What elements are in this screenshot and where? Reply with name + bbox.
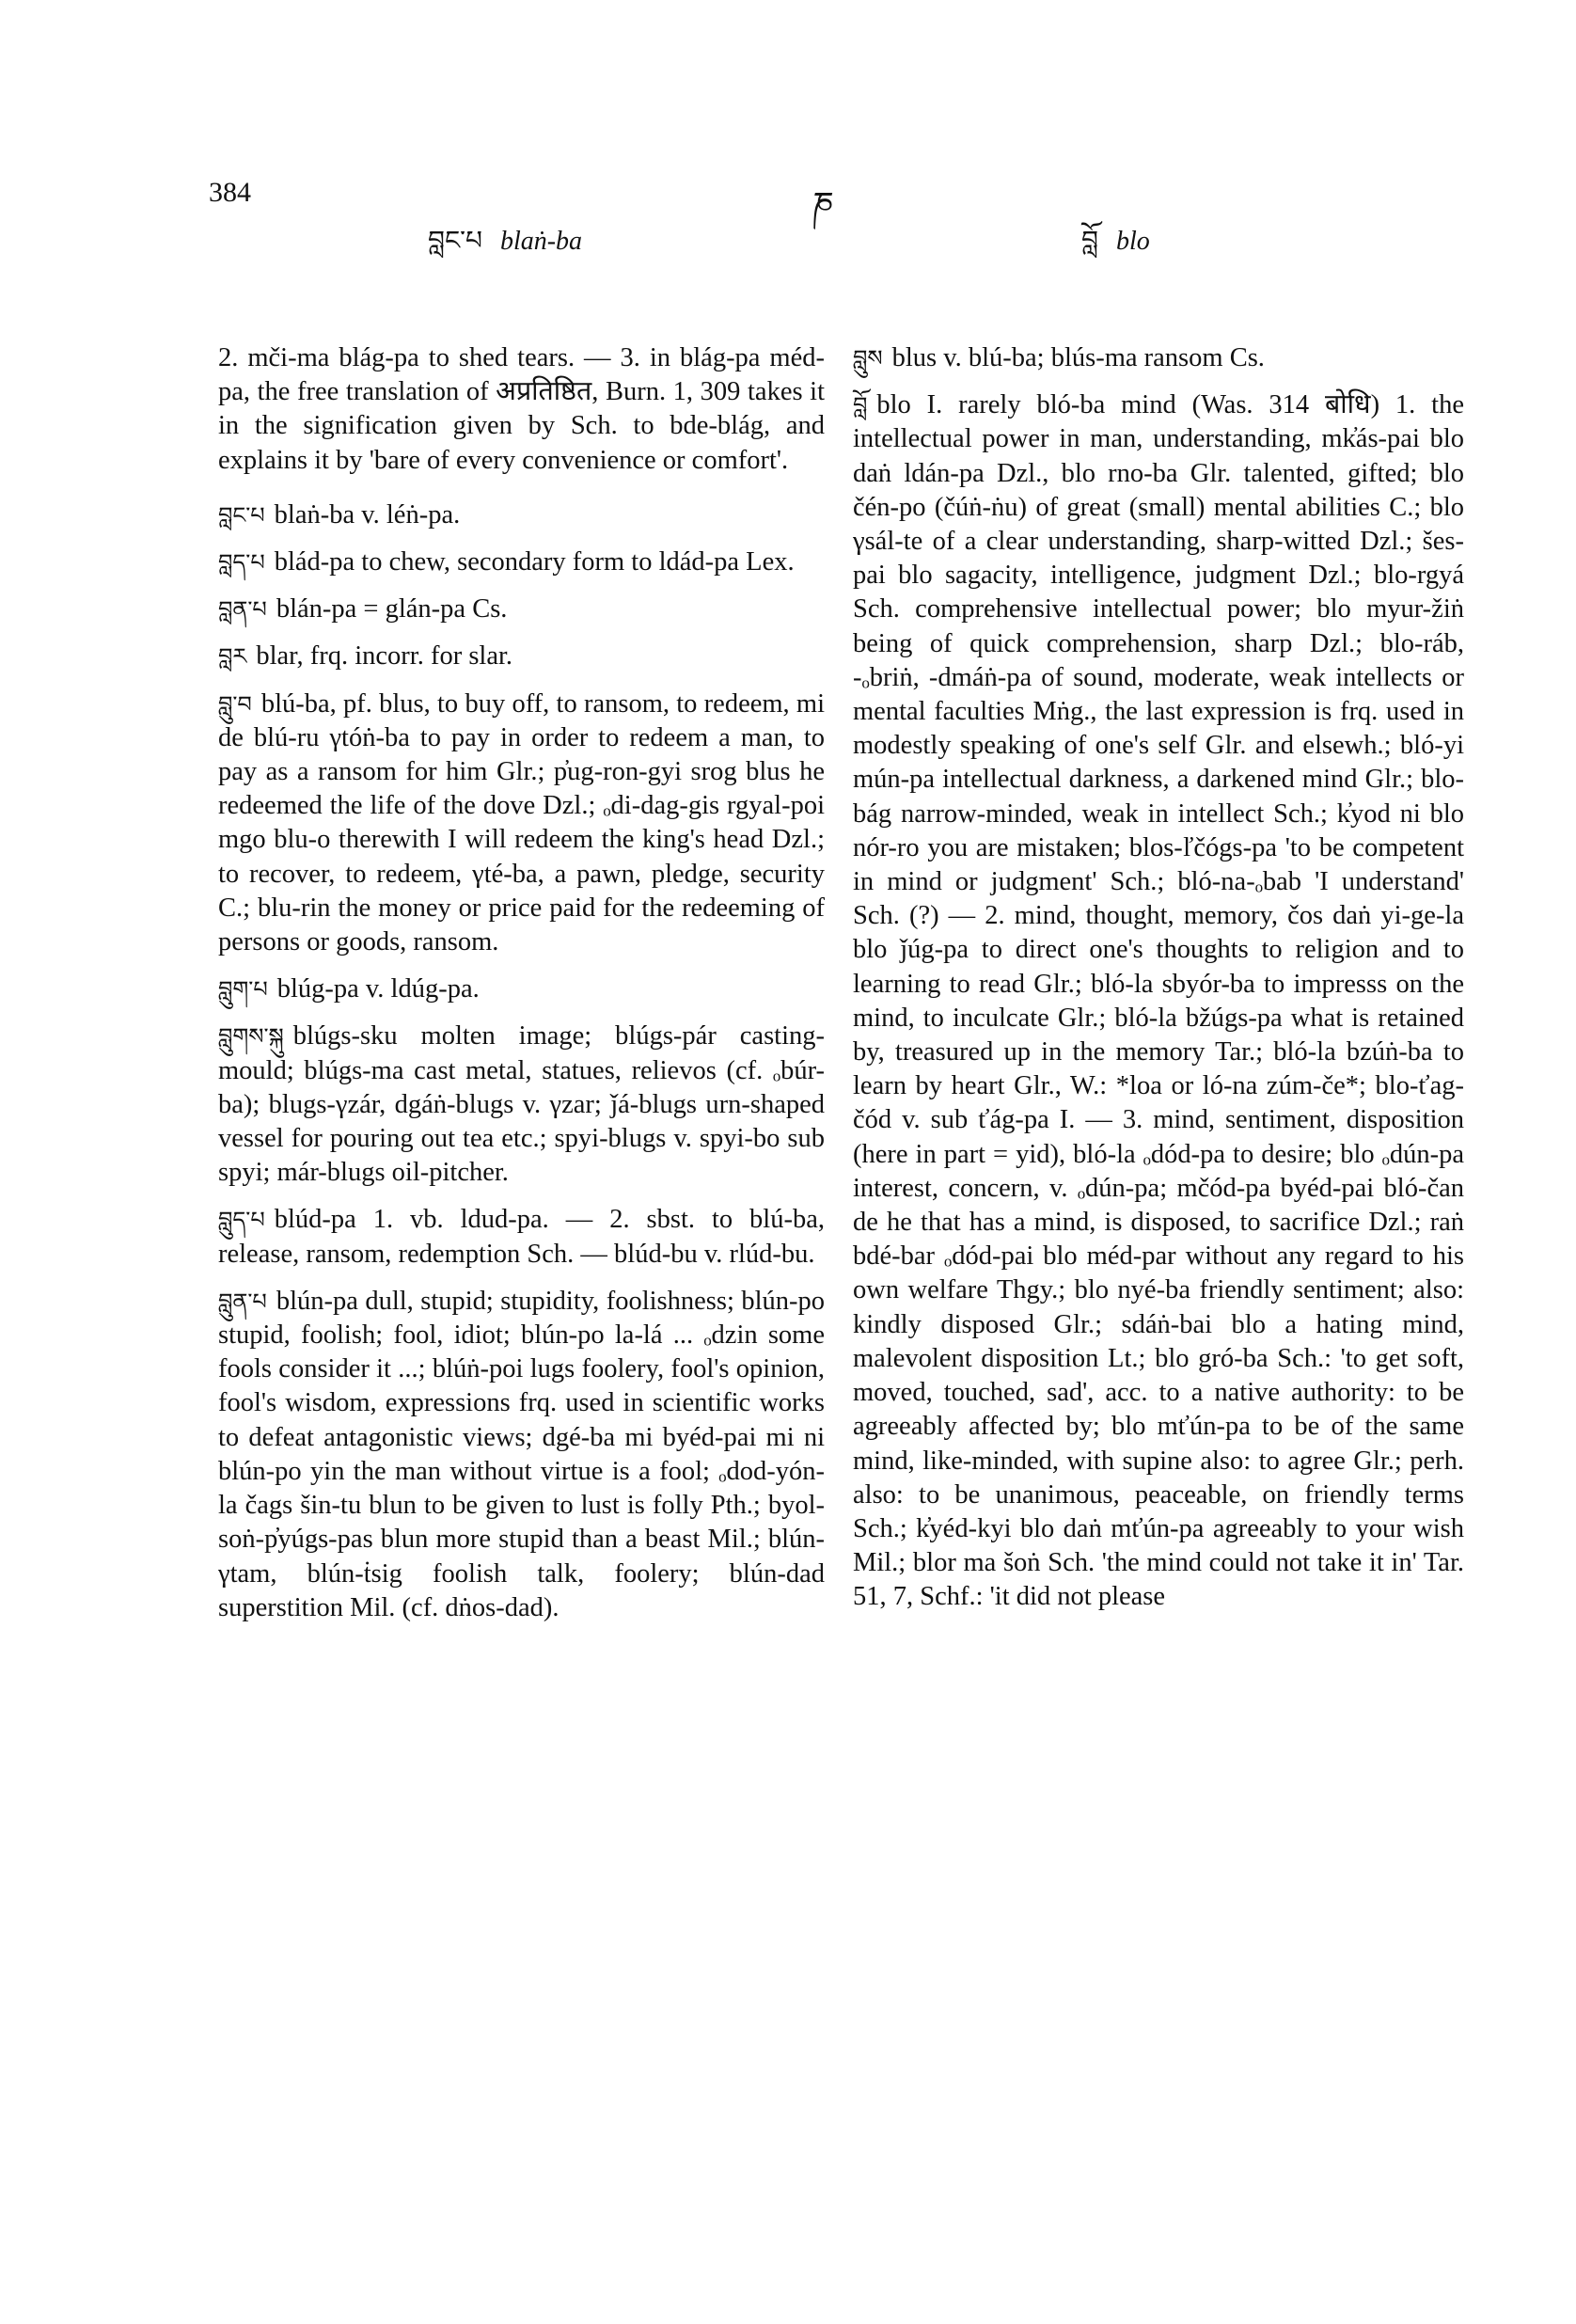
entry-text: blar, frq. incorr. for slar.	[256, 641, 513, 672]
entry-text: blán-pa = glán-pa Cs.	[276, 594, 508, 624]
header-right-tibetan: བློ	[1081, 225, 1098, 256]
entry-blud-pa	[218, 1203, 825, 1271]
entry-text: blú-ba, pf. blus, to buy off, to ransom, to redeem, mi de blú-ru γtóṅ-ba to pay in order to redeem a man, to pay as a ransom for him Glr.; p̓ug-ron-gyi srog blus he redeemed the life of the dove Dzl.; ₒdi-dag-gis rgyal-poi mgo blu-o therewith I will redeem the king's head Dzl.; to recover, to redeem, γté-ba, a pawn, pledge, security C.; blu-rin the money or price paid for the redeeming of persons or goods, ransom.	[218, 688, 825, 957]
entry-headword: བླད་པ	[218, 549, 265, 577]
header-left-roman: blaṅ-ba	[499, 227, 583, 256]
entry-text: blo I. rarely bló-ba mind (Was. 314 बोधि) 1. the intellectual power in man, understanding, mk̓ás-pai blo daṅ ldán-pa Dzl., blo rno-ba Glr. talented, gifted; blo čén-po (čúṅ-ṅu) of great (small) mental abilities C.; blo γsál-te of a clear understanding, sharp-witted Dzl.; šes-pai blo sagacity, intelligence, judgment Dzl.; blo-rgyá Sch. comprehensive intellectual power; blo myur-žiṅ being of quick comprehension, sharp Dzl.; blo-ráb, -ₒbriṅ, -dmáṅ-pa of sound, moderate, weak intellects or mental faculties Mṅg., the last expression is frq. used in modestly speaking of one's self Glr. and elsewh.; bló-yi mún-pa intellectual darkness, a darkened mind Glr.; blo-bág narrow-minded, weak in intellect Sch.; k̓yod ni blo nór-ro you are mistaken; blos-ľčógs-pa 'to be competent in mind or judgment' Sch.; bló-na-ₒbab 'I understand' Sch. (?) — 2. mind, thought, memory, čos daṅ yi-ge-la blo ǰúg-pa to direct one's thoughts to religion and to learning to read Glr.; bló-la sbyór-ba to impresss on the mind, to inculcate Glr.; bló-la bžúgs-pa what is retained by, treasured up in the memory Tar.; bló-la bzúṅ-ba to learn by heart Glr., W.: *loa or ló-na zúm-če*; blo-ťag-čód v. sub ťág-pa I. — 3. mind, sentiment, disposition (here in part = yid), bló-la ₒdód-pa to desire; blo ₒdún-pa interest, concern, v. ₒdún-pa; mčód-pa byéd-pai bló-čan de he that has a mind, is disposed, to sacrifice Dzl.; raṅ bdé-bar ₒdód-pai blo méd-par without any regard to his own welfare Thgy.; blo nyé-ba friendly sentiment; also: kindly disposed Glr.; sdáṅ-bai blo a hating mind, malevolent disposition Lt.; blo gró-ba Sch.: 'to get soft, moved, touched, sad', acc. to a native authority: to be agreeably affected by; blo mťún-pa to be of the same mind, like-minded, with supine also: to agree Glr.; perh. also: to be unanimous, peaceable, on friendly terms Sch.; k̓yéd-kyi blo daṅ mťún-pa agreeably to your wish Mil.; blor ma šoṅ Sch. 'the mind could not take it in' Tar. 51, 7, Schf.: 'it did not please	[853, 390, 1464, 1612]
entry-blar	[218, 640, 825, 673]
entry-headword: བླུག་པ	[218, 976, 268, 1004]
header-right-roman: blo	[1115, 227, 1150, 256]
entry-blun-pa	[218, 1285, 825, 1625]
entry-headword: བླུན་པ	[218, 1288, 267, 1315]
entry-continuation	[218, 341, 825, 478]
center-letter-mark: ཎ	[812, 185, 834, 223]
entry-blus	[853, 341, 1464, 375]
entry-text: blád-pa to chew, secondary form to ldád-pa Lex.	[274, 547, 795, 577]
entry-blad-pa	[218, 545, 825, 579]
entry-text: blúg-pa v. ldúg-pa.	[276, 974, 480, 1004]
header-left-tibetan: བླང་པ	[428, 225, 482, 256]
entry-blan-pa	[218, 593, 825, 626]
entry-text: blún-pa dull, stupid; stupidity, foolishness; blún-po stupid, foolish; fool, idiot; blún-po la-lá ... ₒdzin some fools consider it ...; blúṅ-poi lugs foolery, fool's opinion, fool's wisdom, expressions frq. used in scientific works to defeat antagonistic views; dgé-ba mi byéd-pai mi ni blún-po yin the man without virtue is a fool; ₒdod-yón-la čags šin-tu blun to be given to lust is folly Pth.; byol-soṅ-p̓yúgs-pas blun more stupid than a beast Mil.; blún-γtam, blún-ṫsig foolish talk, foolery; blún-dad superstition Mil. (cf. dṅos-dad).	[218, 1286, 825, 1622]
entry-headword: བླུ་བ	[218, 690, 252, 718]
entry-text: blaṅ-ba v. léṅ-pa.	[274, 499, 461, 530]
page-number: 384	[209, 177, 251, 208]
left-column	[218, 341, 825, 1638]
entry-headword: བླན་པ	[218, 596, 267, 624]
entry-headword: བླུས	[853, 345, 883, 372]
entry-headword: བློ	[853, 392, 868, 419]
entry-blug-pa	[218, 972, 825, 1006]
entry-blugs-sku	[218, 1020, 825, 1190]
entry-text: blus v. blú-ba; blús-ma ransom Cs.	[891, 343, 1265, 372]
entry-blo	[853, 388, 1464, 1614]
entry-blang-ba	[218, 498, 825, 532]
entry-text: blúd-pa 1. vb. ldud-pa. — 2. sbst. to blú-ba, release, ransom, redemption Sch. — blúd-bu v. rlúd-bu.	[218, 1205, 825, 1269]
entry-text: blúgs-sku molten image; blúgs-pár casting-mould; blúgs-ma cast metal, statues, relievos (cf. ₒbúr-ba); blugs-γzár, dgáṅ-blugs v. γzar; ǰá-blugs urn-shaped vessel for pouring out tea etc.; spyi-blugs v. spyi-bo sub spyi; már-blugs oil-pitcher.	[218, 1021, 825, 1188]
entry-headword: བླར	[218, 643, 247, 671]
right-column	[853, 341, 1464, 1628]
entry-headword: བླང་པ	[218, 501, 265, 529]
entry-text: 2. mči-ma blág-pa to shed tears. — 3. in blág-pa méd-pa, the free translation of अप्रतिष्ठित, Burn. 1, 309 takes it in the signification given by Sch. to bde-blág, and explains it by 'bare of every convenience or comfort'.	[218, 343, 825, 475]
running-header-left	[428, 211, 582, 285]
running-header-right	[1081, 211, 1150, 285]
entry-blu-ba	[218, 688, 825, 960]
entry-headword: བླུགས་སྐུ	[218, 1023, 284, 1051]
entry-headword: བླུད་པ	[218, 1207, 265, 1234]
